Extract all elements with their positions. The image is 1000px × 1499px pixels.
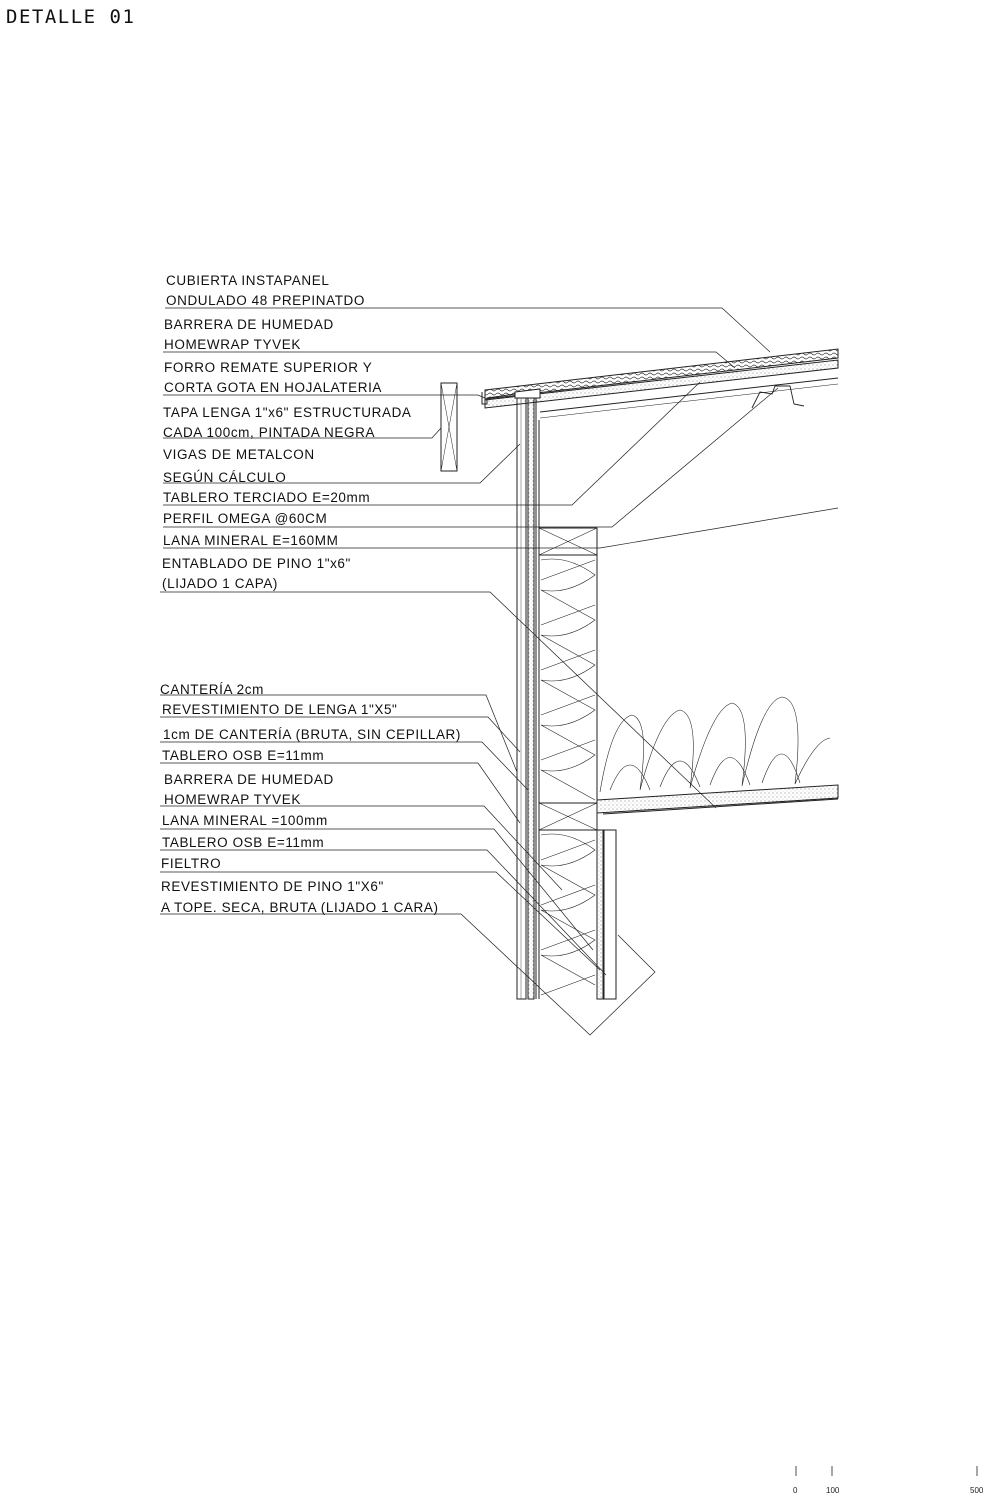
scale-label: 0 [793, 1486, 798, 1495]
callout-label-fieltro: FIELTRO [161, 856, 222, 871]
callout-label-tapa: CADA 100cm, PINTADA NEGRA [163, 425, 376, 440]
callout-label-perfil-omega: PERFIL OMEGA @60CM [163, 511, 328, 526]
callout-label-vigas: VIGAS DE METALCON [163, 447, 315, 462]
wall-insulation-upper [541, 559, 595, 800]
callout-label-cubierta: CUBIERTA INSTAPANEL [166, 273, 330, 288]
callout-label-osb-1: TABLERO OSB E=11mm [162, 748, 325, 763]
callout-label-revestimiento-pino: REVESTIMIENTO DE PINO 1"X6" [161, 879, 384, 894]
callout-label-revestimiento-pino: A TOPE. SECA, BRUTA (LIJADO 1 CARA) [161, 900, 439, 915]
callout-label-lana-100: LANA MINERAL =100mm [162, 813, 328, 828]
callout-label-vigas: SEGÚN CÁLCULO [163, 470, 287, 485]
callout-label-canteria-1: 1cm DE CANTERÍA (BRUTA, SIN CEPILLAR) [163, 727, 462, 742]
scale-label: 500 [970, 1486, 984, 1495]
callout-label-tapa: TAPA LENGA 1"x6" ESTRUCTURADA [163, 405, 412, 420]
roof-insulation [600, 697, 830, 792]
callout-label-tablero-terciado: TABLERO TERCIADO E=20mm [163, 490, 371, 505]
wall-insulation-lower [541, 834, 595, 995]
scale-label: 100 [826, 1486, 840, 1495]
callout-label-osb-2: TABLERO OSB E=11mm [162, 835, 325, 850]
callout-label-lana-160: LANA MINERAL E=160MM [163, 533, 339, 548]
callout-label-barrera-wall: BARRERA DE HUMEDAD [164, 772, 334, 787]
callout-label-barrera-roof: BARRERA DE HUMEDAD [164, 317, 334, 332]
sheet-title: DETALLE 01 [6, 6, 136, 28]
callout-label-barrera-wall: HOMEWRAP TYVEK [164, 792, 301, 807]
callout-label-canteria-2: CANTERÍA 2cm [160, 682, 264, 697]
scale-bar [793, 1466, 984, 1495]
callout-label-barrera-roof: HOMEWRAP TYVEK [164, 337, 301, 352]
callout-label-cubierta: ONDULADO 48 PREPINATDO [166, 293, 365, 308]
roof-assembly [441, 349, 838, 814]
callout-label-entablado: ENTABLADO DE PINO 1"x6" [162, 556, 351, 571]
callout-labels [160, 273, 461, 915]
callout-label-entablado: (LIJADO 1 CAPA) [162, 576, 279, 591]
callout-label-forro: FORRO REMATE SUPERIOR Y [164, 360, 373, 375]
callout-label-revestimiento-lenga: REVESTIMIENTO DE LENGA 1"X5" [162, 702, 398, 717]
callout-label-forro: CORTA GOTA EN HOJALATERIA [164, 380, 383, 395]
